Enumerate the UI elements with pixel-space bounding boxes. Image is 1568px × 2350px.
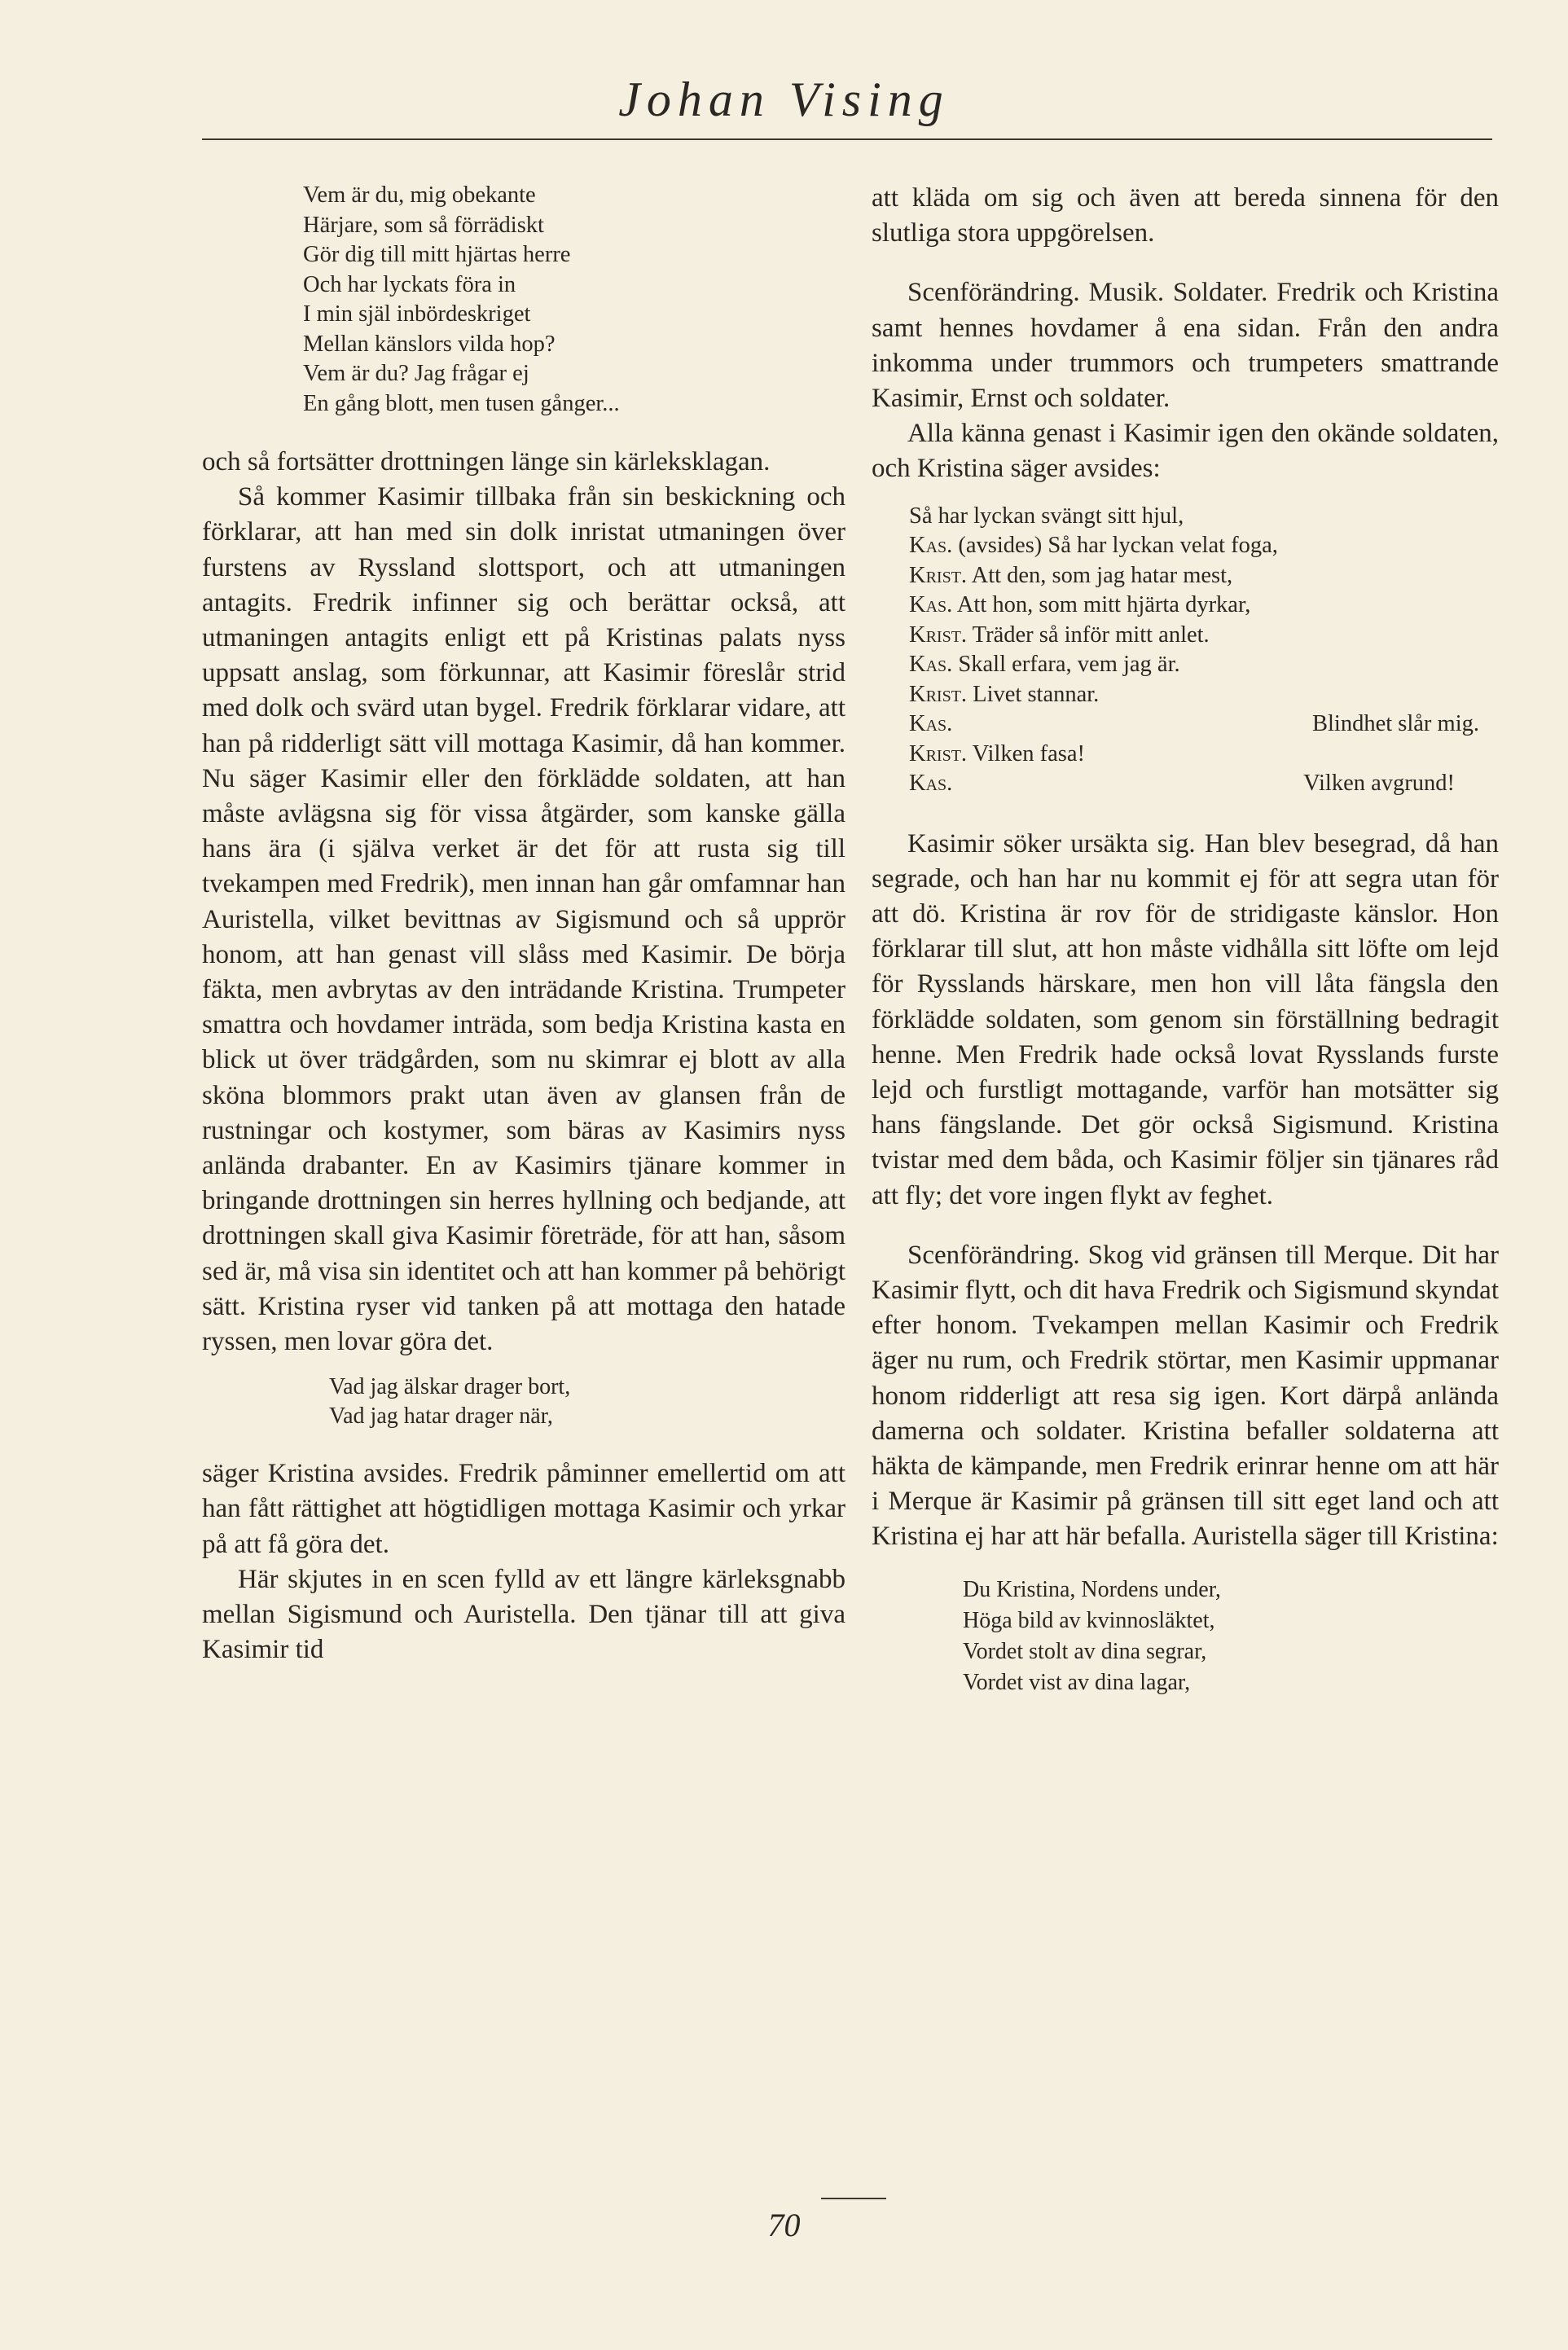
dialogue-text: Att hon, som mitt hjärta dyrkar, [956,592,1251,618]
poem-line: Vordet vist av dina lagar, [963,1669,1191,1695]
paragraph: Scenförändring. Skog vid gränsen till Merque. Dit har Kasimir flytt, och dit hava Fredrik och Sigismund skyndat efter honom. Tvekampen mellan Kasimir och Fredrik äger nu rum, och Fredrik störtar, men Kasimir uppmanar honom ridderligt att resa sig igen. Kort därpå anlända damerna och soldater. Kristina befaller soldaterna att häkta de kämpande, men Fredrik erinrar henne om att här i Merque är Kasimir på gränsen till sitt eget land och att Kristina ej har att här befalla. Auristella säger till Kristina: [872,1240,1499,1552]
dialogue-text: Träder så inför mitt anlet. [972,622,1210,648]
dialogue-line [909,769,1455,799]
poem-line: Gör dig till mitt hjärtas herre [303,242,571,267]
paragraph: säger Kristina avsides. Fredrik påminner emellertid om att han fått rättighet att högtidligen mottaga Kasimir och yrkar på att få göra det. [202,1459,845,1559]
dialogue-speaker: Krist. [909,562,968,588]
right-column [872,181,1499,1698]
paragraph: att kläda om sig och även att bereda sinnena för den slutliga stora uppgörelsen. [872,183,1499,248]
poem-line: I min själ inbördeskriget [303,301,531,327]
dialogue-line [909,680,1499,710]
header-rule [202,138,1492,140]
poem-line: Vad jag älskar drager bort, [329,1374,571,1400]
dialogue-line [909,591,1499,621]
poem-line: En gång blott, men tusen gånger... [303,390,620,416]
paragraph: Kasimir söker ursäkta sig. Han blev besegrad, då han segrade, och han har nu kommit ej för att segra utan för att dö. Kristina är rov för de stridigaste känslor. Hon förklarar till slut, att hon måste vidhålla sitt löfte om lejd för Rysslands härskare, men hon vill låta fängsla den förklädde soldaten, som genom sin förställning bedragit henne. Men Fredrik hade också lovat Rysslands furste lejd och furstligt mottagande, varför han motsätter sig hans fängslande. Det gör också Sigismund. Kristina tvistar med dem båda, och Kasimir följer sin tjänares råd att fly; det vore ingen flykt av feghet. [872,828,1499,1210]
paragraph: Så kommer Kasimir tillbaka från sin beskickning och förklarar, att han med sin dolk inristat utmaningen över furstens av Ryssland slottsport, och att utmaningen antagits. Fredrik infinner sig och berättar också, att utmaningen antagits enligt ett på Kristinas palats nyss uppsatt anslag, som förkunnar, att Kasimir föreslår strid med dolk och svärd utan bygel. Fredrik förklarar vidare, att han på ridderligt sätt vill mottaga Kasimir, då han kommer. Nu säger Kasimir eller den förklädde soldaten, att han måste avlägsna sig för vissa åtgärder, som kanske gälla hans ära (i själva verket är det för att rusta sig till tvekampen med Fredrik), men innan han går omfamnar han Auristella, vilket bevittnas av Sigismund och så upprör honom, att han genast vill slåss med Kasimir. De börja fäkta, men avbrytas av den inträdande Kristina. Trumpeter smattra och hovdamer inträda, som bedja Kristina kasta en blick ut över trädgården, som nu skimrar ej blott av alla sköna blommors prakt utan även av glansen från de rustningar och kostymer, som bäras av Kasimirs nyss anlända drabanter. En av Kasimirs tjänare kommer in bringande drottningen sin herres hyllning och bedjande, att drottningen skall giva Kasimir företräde, för att han, såsom sed är, må visa sin identitet och att han kommer på behörigt sätt. Kristina ryser vid tanken på att mottaga den hatade ryssen, men lovar göra det. [202,482,845,1357]
dialogue-speaker: Kas. [909,771,953,797]
poem-line: Höga bild av kvinnosläktet, [963,1607,1215,1633]
dialogue-line [909,531,1499,561]
paragraph: och så fortsätter drottningen länge sin kärleksklagan. [202,447,771,477]
dialogue-line [909,561,1499,591]
footer-rule [821,2198,886,2199]
dialogue-speaker: Krist. [909,622,968,648]
poem-line: Vordet stolt av dina segrar, [963,1638,1207,1664]
left-column [202,181,845,1668]
dialogue-verse [909,502,1499,799]
dialogue-speaker: Kas. [909,652,953,678]
dialogue-speaker: Kas. [909,592,953,618]
dialogue-text: Så har lyckan svängt sitt hjul, [909,503,1184,529]
poem-line: Och har lyckats föra in [303,271,516,297]
poem-3 [963,1575,1499,1698]
dialogue-speaker: Krist. [909,681,968,707]
poem-2 [329,1373,845,1430]
dialogue-speaker: Kas. [909,533,953,559]
poem-line: Du Kristina, Nordens under, [963,1576,1221,1602]
dialogue-text: Skall erfara, vem jag är. [958,652,1180,678]
dialogue-text: Vilken avgrund! [1303,771,1455,797]
paragraph: Här skjutes in en scen fylld av ett längre kärleksgnabb mellan Sigismund och Auristella. Den tjänar till att giva Kasimir tid [202,1564,845,1665]
poem-line: Mellan känslors vilda hop? [303,331,556,357]
page-number: 70 [767,2207,801,2243]
dialogue-text: Blindhet slår mig. [1311,711,1479,737]
dialogue-text: (avsides) Så har lyckan velat foga, [958,533,1278,559]
poem-line: Härjare, som så förrädiskt [303,212,544,238]
dialogue-text: Att den, som jag hatar mest, [971,562,1233,588]
dialogue-line [909,709,1479,740]
dialogue-speaker: Krist. [909,740,968,766]
dialogue-text: Vilken fasa! [972,740,1086,766]
dialogue-line [909,502,1499,532]
dialogue-line [909,740,1499,770]
poem-line: Vem är du? Jag frågar ej [303,361,529,386]
paragraph: Alla känna genast i Kasimir igen den okände soldaten, och Kristina säger avsides: [872,419,1499,484]
poem-1 [303,181,845,419]
dialogue-line [909,650,1499,680]
poem-line: Vad jag hatar drager när, [329,1403,553,1429]
paragraph: Scenförändring. Musik. Soldater. Fredrik och Kristina samt hennes hovdamer å ena sidan. Från den andra inkomma under trummors och trumpeters smattrande Kasimir, Ernst och soldater. [872,278,1499,414]
poem-line: Vem är du, mig obekante [303,182,536,208]
dialogue-line [909,621,1499,651]
dialogue-text: Livet stannar. [973,681,1100,707]
page-header-title: Johan Vising [618,72,950,126]
dialogue-speaker: Kas. [909,711,953,737]
